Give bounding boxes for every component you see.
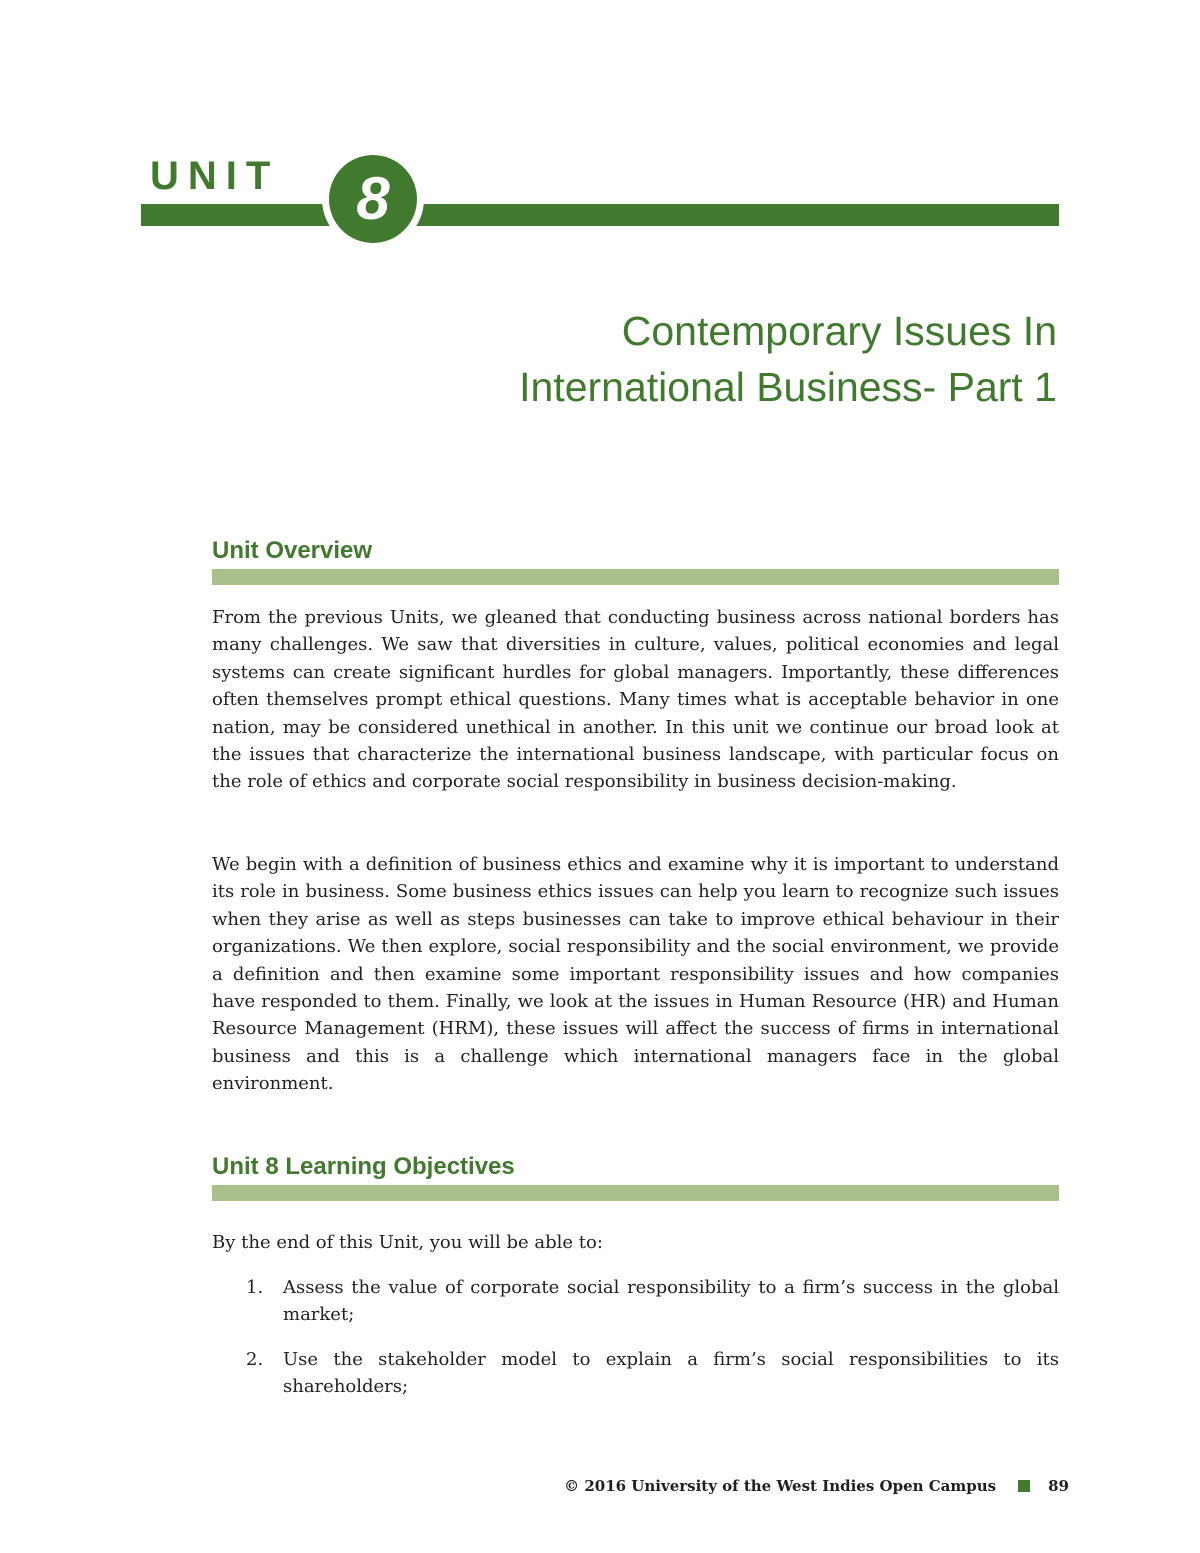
- objectives-intro: By the end of this Unit, you will be able to:: [212, 1232, 603, 1253]
- page-title: [519, 303, 1057, 415]
- page-title-line-2: International Business- Part 1: [519, 364, 1057, 411]
- unit-label: UNIT: [150, 154, 280, 198]
- objective-number: 2.: [246, 1349, 264, 1370]
- overview-heading: Unit Overview: [212, 537, 373, 564]
- objectives-heading: Unit 8 Learning Objectives: [212, 1153, 515, 1180]
- page-number: 89: [1048, 1477, 1069, 1495]
- unit-number-badge: [329, 155, 417, 243]
- page-title-line-1: Contemporary Issues In: [621, 308, 1057, 355]
- objective-text: Use the stakeholder model to explain a firm’s social responsibilities to its shareholders;: [283, 1349, 1059, 1397]
- objective-item: [212, 1274, 1059, 1328]
- overview-paragraph-1: From the previous Units, we gleaned that conducting business across national borders has many challenges. We saw that diversities in culture, values, political economies and legal systems can create significant hurdles for global managers. Importantly, these differences often themselves prompt ethical questions. Many times what is acceptable behavior in one nation, may be considered unethical in another. In this unit we continue our broad look at the issues that characterize the international business landscape, with particular focus on the role of ethics and corporate social responsibility in business decision-making.: [212, 607, 1059, 793]
- objective-item: [212, 1346, 1059, 1400]
- objective-text: Assess the value of corporate social responsibility to a firm’s success in the global market;: [283, 1277, 1059, 1325]
- page-footer: [564, 1474, 1069, 1498]
- objective-number: 1.: [246, 1277, 264, 1298]
- unit-header-bar: [141, 204, 1059, 226]
- overview-paragraph-2: We begin with a definition of business ethics and examine why it is important to understand its role in business. Some business ethics issues can help you learn to recognize such issues when they arise as well as steps businesses can take to improve ethical behaviour in their organizations. We then explore, social responsibility and the social environment, we provide a definition and then examine some important responsibility issues and how companies have responded to them. Finally, we look at the issues in Human Resource (HR) and Human Resource Management (HRM), these issues will affect the success of firms in international business and this is a challenge which international managers face in the global environment.: [212, 854, 1059, 1095]
- objectives-heading-rule: [212, 1185, 1059, 1201]
- footer-copyright: © 2016 University of the West Indies Open Campus: [564, 1477, 997, 1495]
- footer-square-icon: [1018, 1480, 1030, 1492]
- unit-number: 8: [356, 165, 390, 232]
- objectives-list: [212, 1274, 1059, 1418]
- overview-heading-rule: [212, 569, 1059, 585]
